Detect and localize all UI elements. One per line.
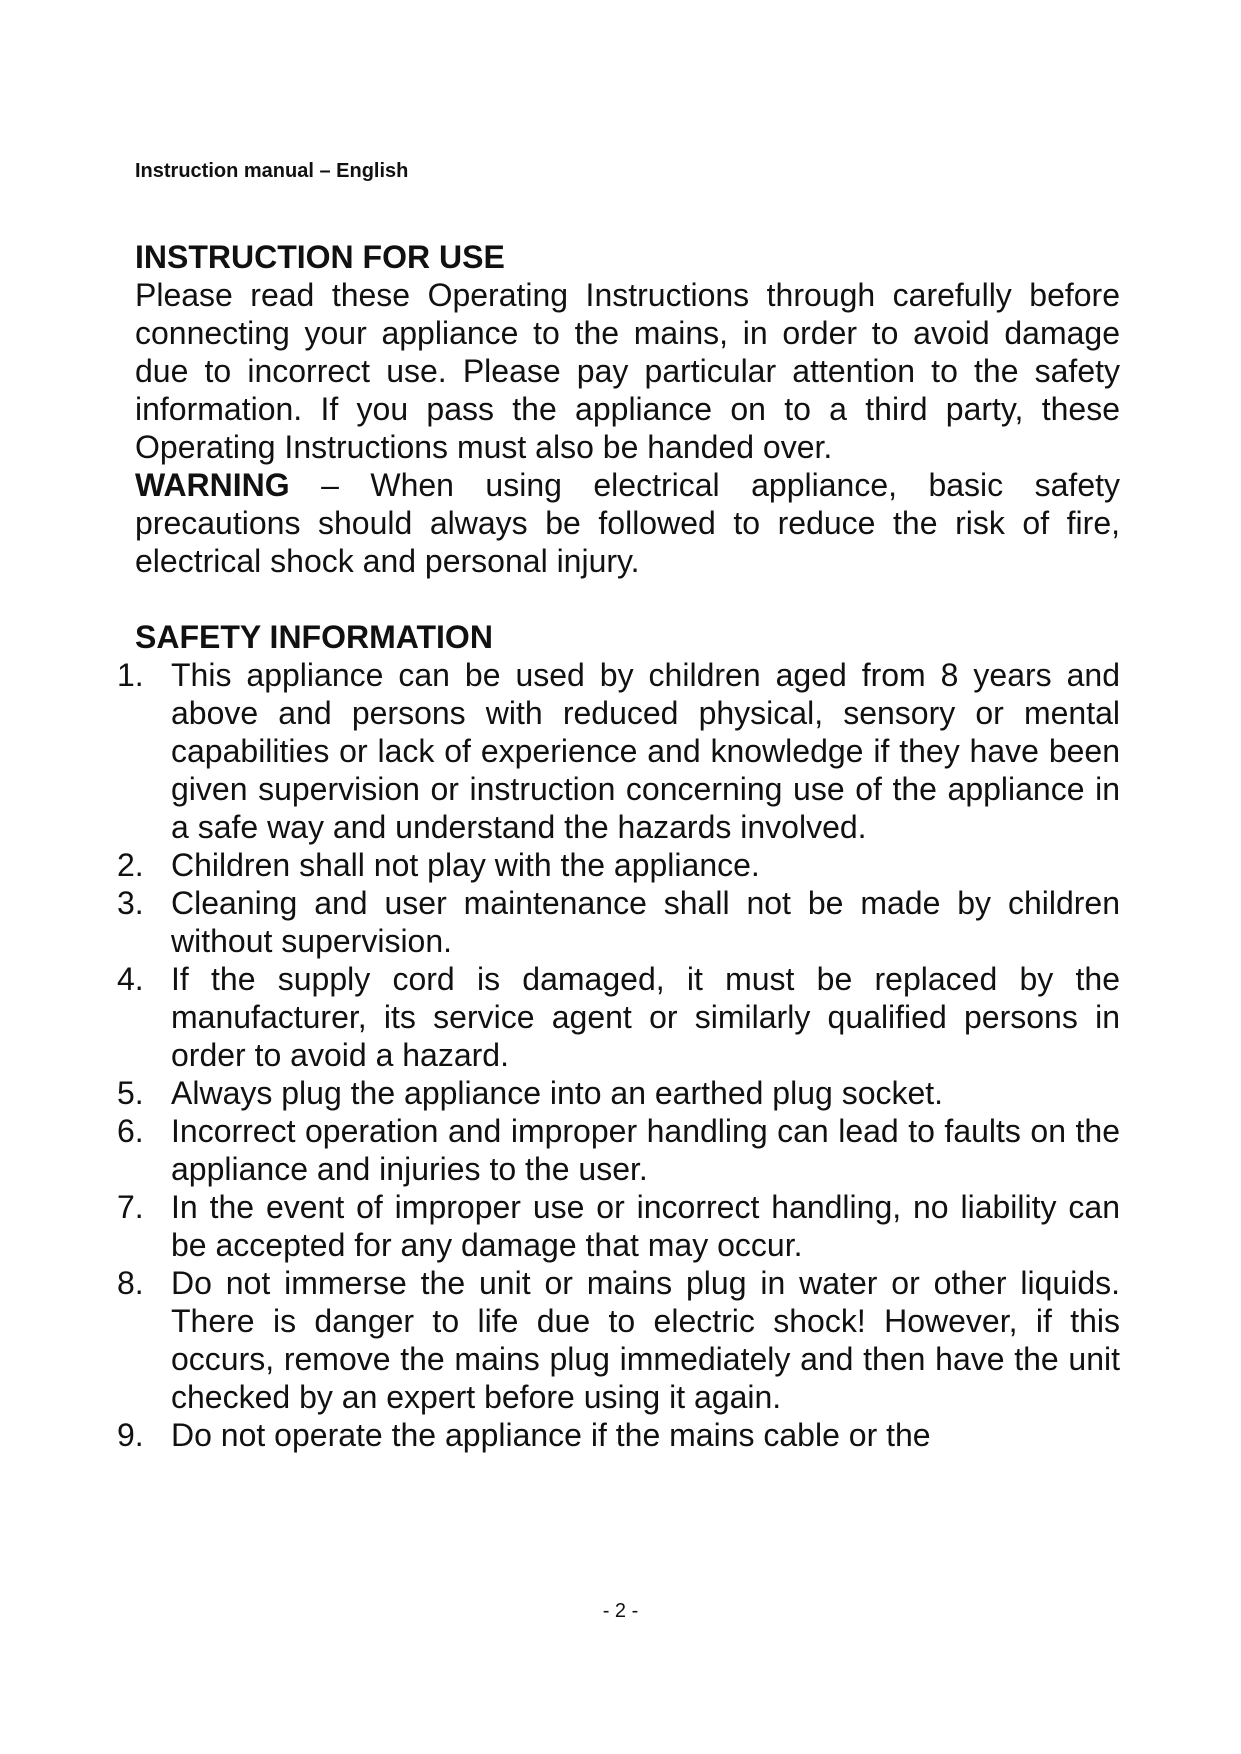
section-spacer [135,580,1120,618]
list-item-text: If the supply cord is damaged, it must be replaced by the manufacturer, its service agent or similarly qualified persons in order to avoid a hazard. [171,961,1120,1073]
list-item-number: 4. [117,961,144,997]
safety-list-item [117,1264,1120,1416]
list-item-text: Cleaning and user maintenance shall not be made by children without supervision. [171,885,1120,959]
list-item-number: 1. [117,657,144,693]
document-body [117,238,1120,1454]
safety-list-item [117,1416,1120,1454]
list-item-number: 2. [117,847,144,883]
safety-list [117,656,1120,1454]
list-item-text: Do not immerse the unit or mains plug in water or other liquids. There is danger to life due to electric shock! However, if this occurs, remove the mains plug immediately and then have the unit checked by an expert before using it again. [171,1265,1120,1415]
warning-text: – When using electrical appliance, basic safety precautions should always be followed to reduce the risk of fire, electrical shock and personal injury. [135,467,1120,579]
safety-list-item [117,960,1120,1074]
safety-list-item [117,1112,1120,1188]
list-item-number: 5. [117,1075,144,1111]
warning-label: WARNING [135,467,290,503]
list-item-number: 7. [117,1189,144,1225]
safety-list-item [117,846,1120,884]
safety-list-item [117,884,1120,960]
list-item-number: 8. [117,1265,144,1301]
instruction-paragraph: Please read these Operating Instructions through carefully before connecting your appliance to the mains, in order to avoid damage due to incorrect use. Please pay particular attention to the safety information. If you pass the appliance on to a third party, these Operating Instructions must also be handed over. [135,277,1120,465]
safety-list-item [117,1188,1120,1264]
list-item-text: Always plug the appliance into an earthed plug socket. [171,1075,944,1111]
list-item-text: This appliance can be used by children aged from 8 years and above and persons with reduced physical, sensory or mental capabilities or lack of experience and knowledge if they have been given supervision or instruction concerning use of the appliance in a safe way and understand the hazards involved. [171,657,1120,845]
page-number: - 2 - [602,1600,639,1622]
safety-list-item [117,656,1120,846]
document-header-label: Instruction manual – English [135,160,409,182]
list-item-number: 6. [117,1113,144,1149]
warning-paragraph [135,466,1120,580]
safety-information-heading: SAFETY INFORMATION [135,619,493,655]
list-item-text: Incorrect operation and improper handling can lead to faults on the appliance and injuries to the user. [171,1113,1120,1187]
list-item-text: In the event of improper use or incorrect handling, no liability can be accepted for any damage that may occur. [171,1189,1120,1263]
instruction-for-use-heading: INSTRUCTION FOR USE [135,239,505,275]
list-item-text: Do not operate the appliance if the mains cable or the [171,1417,931,1453]
list-item-number: 3. [117,885,144,921]
list-item-number: 9. [117,1417,144,1453]
list-item-text: Children shall not play with the appliance. [171,847,760,883]
safety-list-item [117,1074,1120,1112]
